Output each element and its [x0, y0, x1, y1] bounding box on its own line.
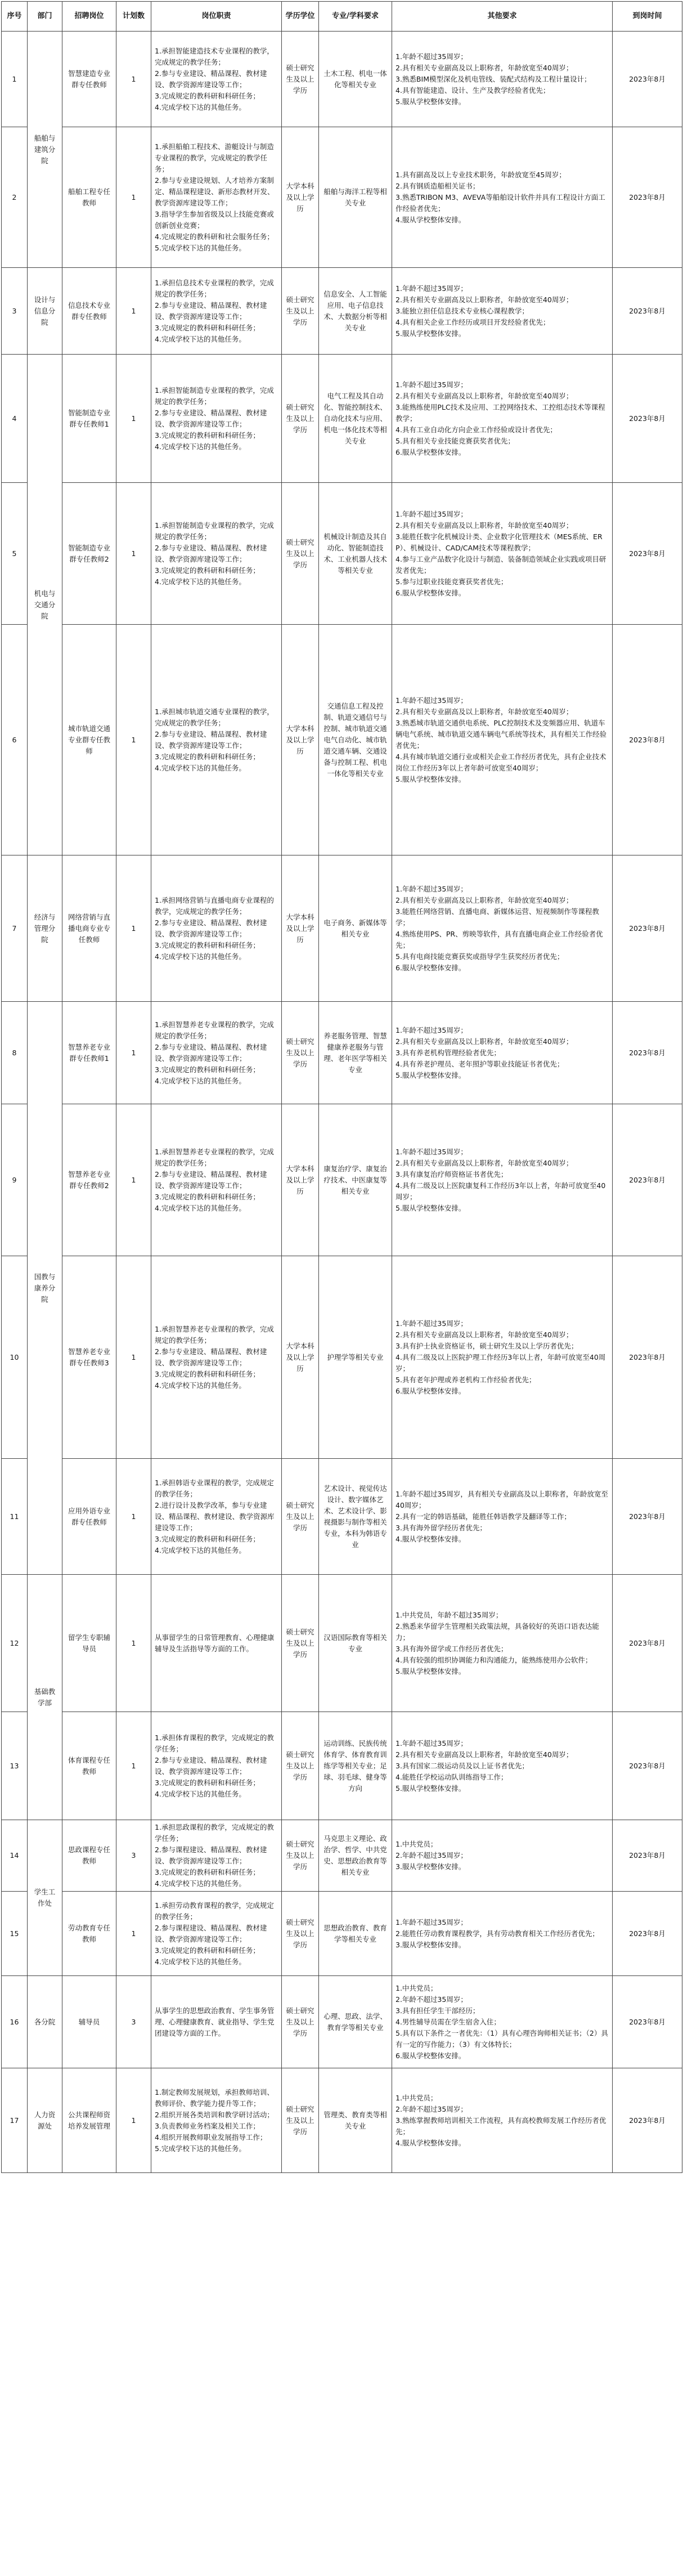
table-row: [2, 355, 682, 483]
table-row: [2, 1892, 682, 1976]
table-row: [2, 2068, 682, 2173]
cell-degree: 硕士研究生及以上学历: [282, 355, 319, 483]
cell-time: 2023年8月: [613, 1892, 682, 1976]
cell-no: 16: [2, 1976, 28, 2068]
cell-count: 1: [116, 32, 151, 127]
cell-degree: 硕士研究生及以上学历: [282, 1976, 319, 2068]
cell-other: 1.年龄不超过35周岁； 2.具有相关专业副高及以上职称者，年龄放宽至40周岁； 3.熟悉BIM模型深化及机电管线、装配式结构及工程计量设计； 4.具有智能建造、设计、生产及教学经验者优先； 5.服从学校整体安排。: [392, 32, 613, 127]
cell-duties: 1.承担智能建造技术专业课程的教学，完成规定的教学任务； 2.参与专业建设、精品课程、教材建设、教学资源库建设等工作； 3.完成规定的教科研和科研任务； 4.完成学校下达的其他任务。: [151, 32, 282, 127]
table-header-row: [2, 2, 682, 32]
cell-time: 2023年8月: [613, 1575, 682, 1712]
cell-major: 信息安全、人工智能应用、电子信息技术、大数据分析等相关专业: [319, 268, 392, 355]
cell-time: 2023年8月: [613, 1976, 682, 2068]
cell-no: 15: [2, 1892, 28, 1976]
cell-other: 1.年龄不超过35周岁； 2.具有相关专业副高及以上职称者，年龄放宽至40周岁； 3.能胜任网络营销、直播电商、新媒体运营、短视频制作等课程教学； 4.熟练使用PS、PR、剪映等软件，具有直播电商企业工作经验者优先； 5.具有电商技能竞赛获奖或指导学生获奖经历者优先； 6.服从学校整体安排。: [392, 855, 613, 1002]
cell-degree: 硕士研究生及以上学历: [282, 1892, 319, 1976]
cell-dept: 各分院: [28, 1976, 62, 2068]
header-duties: 岗位职责: [151, 2, 282, 32]
recruitment-table: [1, 1, 682, 2173]
cell-duties: 1.承担城市轨道交通专业课程的教学，完成规定的教学任务； 2.参与专业建设、精品课程、教材建设、教学资源库建设等工作； 3.完成规定的教科研和科研任务； 4.完成学校下达的其他任务。: [151, 625, 282, 855]
table-row: [2, 1820, 682, 1892]
cell-no: 2: [2, 127, 28, 268]
cell-count: 3: [116, 1976, 151, 2068]
cell-major: 康复治疗学、康复治疗技术、中医康复等相关专业: [319, 1104, 392, 1256]
cell-no: 8: [2, 1002, 28, 1104]
cell-duties: 1.承担网络营销与直播电商专业课程的教学，完成规定的教学任务； 2.参与专业建设、精品课程、教材建设、教学资源库建设等工作； 3.完成规定的教科研和科研任务； 4.完成学校下达的其他任务。: [151, 855, 282, 1002]
table-row: [2, 127, 682, 268]
table-row: [2, 1712, 682, 1820]
cell-duties: 1.承担思政课程的教学，完成规定的教学任务； 2.参与课程建设、精品课程、教材建设、教学资源库建设等工作； 3.完成规定的教科研和科研任务； 4.完成学校下达的其他任务。: [151, 1820, 282, 1892]
cell-other: 1.年龄不超过35周岁； 2.能胜任劳动教育课程教学，具有劳动教育相关工作经历者优先； 3.服从学校整体安排。: [392, 1892, 613, 1976]
cell-count: 1: [116, 268, 151, 355]
cell-count: 1: [116, 1104, 151, 1256]
cell-time: 2023年8月: [613, 355, 682, 483]
cell-no: 17: [2, 2068, 28, 2173]
cell-post: 体育课程专任教师: [62, 1712, 116, 1820]
cell-degree: 大学本科及以上学历: [282, 1104, 319, 1256]
cell-duties: 1.承担劳动教育课程的教学，完成规定的教学任务； 2.参与课程建设、精品课程、教材建设、教学资源库建设等工作； 3.完成规定的教科研和科研任务； 4.完成学校下达的其他任务。: [151, 1892, 282, 1976]
header-major: 专业/学科要求: [319, 2, 392, 32]
table-row: [2, 1104, 682, 1256]
cell-degree: 大学本科及以上学历: [282, 1256, 319, 1459]
cell-degree: 硕士研究生及以上学历: [282, 1575, 319, 1712]
cell-major: 电气工程及其自动化、智能控制技术、自动化技术与应用、机电一体化技术等相关专业: [319, 355, 392, 483]
cell-dept: 设计与信息分院: [28, 268, 62, 355]
cell-duties: 1.承担信息技术专业课程的教学，完成规定的教学任务； 2.参与专业建设、精品课程、教材建设、教学资源库建设等工作； 3.完成规定的教科研和科研任务； 4.完成学校下达的其他任务。: [151, 268, 282, 355]
cell-duties: 1.制定教师发展规划，承担教师培训、教师评价、教学能力提升等工作； 2.组织开展各类培训和教学研讨活动； 3.负责教师业务档案及相关工作； 4.组织开展教师职业发展指导工作； 5.完成学校下达的其他任务。: [151, 2068, 282, 2173]
cell-post: 劳动教育专任教师: [62, 1892, 116, 1976]
cell-no: 5: [2, 483, 28, 625]
cell-duties: 1.承担体育课程的教学，完成规定的教学任务； 2.参与专业建设、精品课程、教材建设、教学资源库建设等工作； 3.完成规定的教科研和科研任务； 4.完成学校下达的其他任务。: [151, 1712, 282, 1820]
cell-count: 1: [116, 1712, 151, 1820]
cell-major: 养老服务管理、智慧健康养老服务与管理、老年医学等相关专业: [319, 1002, 392, 1104]
cell-major: 土木工程、机电一体化等相关专业: [319, 32, 392, 127]
cell-no: 9: [2, 1104, 28, 1256]
cell-time: 2023年8月: [613, 483, 682, 625]
cell-post: 应用外语专业群专任教师: [62, 1459, 116, 1575]
cell-major: 艺术设计、视觉传达设计、数字媒体艺术、艺术设计学、影视摄影与制作等相关专业，本科为韩语专业: [319, 1459, 392, 1575]
cell-count: 1: [116, 1892, 151, 1976]
cell-duties: 1.承担智慧养老专业课程的教学，完成规定的教学任务； 2.参与专业建设、精品课程、教材建设、教学资源库建设等工作； 3.完成规定的教科研和科研任务； 4.完成学校下达的其他任务。: [151, 1002, 282, 1104]
cell-no: 12: [2, 1575, 28, 1712]
cell-degree: 硕士研究生及以上学历: [282, 483, 319, 625]
cell-other: 1.年龄不超过35周岁； 2.具有相关专业副高及以上职称者，年龄放宽至40周岁； 3.熟悉城市轨道交通供电系统、PLC控制技术及变频器应用、轨道车辆电气系统、城市轨道交通车辆电气系统等技术，具有相关工作经验者优先； 4.具有城市轨道交通行业或相关企业工作经历者优先，具有企业技术岗位工作经历3年以上者年龄可放宽至40周岁； 5.服从学校整体安排。: [392, 625, 613, 855]
cell-post: 智慧养老专业群专任教师2: [62, 1104, 116, 1256]
header-post: 招聘岗位: [62, 2, 116, 32]
cell-count: 1: [116, 1002, 151, 1104]
cell-degree: 硕士研究生及以上学历: [282, 1820, 319, 1892]
table-row: [2, 1459, 682, 1575]
cell-major: 汉语国际教育等相关专业: [319, 1575, 392, 1712]
cell-time: 2023年8月: [613, 1002, 682, 1104]
cell-other: 1.年龄不超过35周岁； 2.具有相关专业副高及以上职称者，年龄放宽至40周岁； 3.能胜任数字化机械设计类、企业数字化管理技术（MES系统、ERP）、机械设计、CAD/CAM技术等课程教学； 4.参与工业产品数字化设计与制造、装备制造领域企业实践或项目研发者优先； 5.参与过职业技能竞赛获奖者优先； 6.服从学校整体安排。: [392, 483, 613, 625]
cell-major: 船舶与海洋工程等相关专业: [319, 127, 392, 268]
cell-no: 4: [2, 355, 28, 483]
cell-other: 1.中共党员； 2.年龄不超过35周岁； 3.具有担任学生干部经历； 4.男性辅导员需在学生宿舍入住； 5.具有以下条件之一者优先：（1）具有心理咨询师相关证书；（2）具有一定的写作能力；（3）有文体特长； 6.服从学校整体安排。: [392, 1976, 613, 2068]
cell-post: 城市轨道交通专业群专任教师: [62, 625, 116, 855]
cell-dept: 学生工作处: [28, 1820, 62, 1976]
cell-duties: 1.承担智能制造专业课程的教学，完成规定的教学任务； 2.参与专业建设、精品课程、教材建设、教学资源库建设等工作； 3.完成规定的教科研和科研任务； 4.完成学校下达的其他任务。: [151, 355, 282, 483]
cell-post: 船舶工程专任教师: [62, 127, 116, 268]
cell-other: 1.年龄不超过35周岁； 2.具有相关专业副高及以上职称者，年龄放宽至40周岁； 3.能熟练使用PLC技术及应用、工控网络技术、工控组态技术等课程教学； 4.具有工业自动化方向企业工作经验或设计者优先； 5.具有相关专业技能竞赛获奖者优先； 6.服从学校整体安排。: [392, 355, 613, 483]
cell-no: 11: [2, 1459, 28, 1575]
cell-time: 2023年8月: [613, 855, 682, 1002]
cell-duties: 1.承担智慧养老专业课程的教学，完成规定的教学任务； 2.参与专业建设、精品课程、教材建设、教学资源库建设等工作； 3.完成规定的教科研和科研任务； 4.完成学校下达的其他任务。: [151, 1256, 282, 1459]
cell-degree: 大学本科及以上学历: [282, 625, 319, 855]
cell-other: 1.具有副高及以上专业技术职务，年龄放宽至45周岁； 2.具有钢质造船相关证书； 3.熟悉TRIBON M3、AVEVA等船舶设计软件并具有工程设计方面工作经验者优先； 4.服从学校整体安排。: [392, 127, 613, 268]
cell-post: 智能制造专业群专任教师2: [62, 483, 116, 625]
cell-post: 智慧养老专业群专任教师3: [62, 1256, 116, 1459]
header-no: 序号: [2, 2, 28, 32]
cell-post: 留学生专职辅导员: [62, 1575, 116, 1712]
cell-major: 电子商务、新媒体等相关专业: [319, 855, 392, 1002]
cell-duties: 从事学生的思想政治教育、学生事务管理、心理健康教育、就业指导、学生党团建设等方面的工作。: [151, 1976, 282, 2068]
table-row: [2, 625, 682, 855]
cell-dept: 基础教学部: [28, 1575, 62, 1820]
cell-other: 1.年龄不超过35周岁； 2.具有相关专业副高及以上职称者，年龄放宽至40周岁； 3.具有护士执业资格证书，硕士研究生及以上学历者优先； 4.具有二级及以上医院护理工作经历3年以上者，年龄可放宽至40周岁； 5.具有老年护理或养老机构工作经验者优先； 6.服从学校整体安排。: [392, 1256, 613, 1459]
cell-duties: 1.承担韩语专业课程的教学，完成规定的教学任务； 2.进行设计及教学改革，参与专业建设、精品课程、教材建设、教学资源库建设等工作； 3.完成规定的教科研和科研任务； 4.完成学校下达的其他任务。: [151, 1459, 282, 1575]
cell-major: 机械设计制造及其自动化、智能制造技术、工业机器人技术等相关专业: [319, 483, 392, 625]
cell-count: 1: [116, 855, 151, 1002]
cell-major: 护理学等相关专业: [319, 1256, 392, 1459]
cell-degree: 硕士研究生及以上学历: [282, 1002, 319, 1104]
cell-major: 马克思主义理论、政治学、哲学、中共党史、思想政治教育等相关专业: [319, 1820, 392, 1892]
table-row: [2, 268, 682, 355]
cell-dept: 国教与康养分院: [28, 1002, 62, 1575]
cell-dept: 机电与交通分院: [28, 355, 62, 855]
table-row: [2, 32, 682, 127]
cell-time: 2023年8月: [613, 625, 682, 855]
cell-count: 1: [116, 1459, 151, 1575]
cell-other: 1.中共党员，年龄不超过35周岁； 2.熟悉来华留学生管理相关政策法规，具备较好的英语口语表达能力； 3.具有海外留学或工作经历者优先； 4.具有较强的组织协调能力和沟通能力，能熟练使用办公软件； 5.服从学校整体安排。: [392, 1575, 613, 1712]
cell-count: 1: [116, 483, 151, 625]
cell-no: 3: [2, 268, 28, 355]
cell-post: 辅导员: [62, 1976, 116, 2068]
header-degree: 学历学位: [282, 2, 319, 32]
cell-other: 1.中共党员； 2.年龄不超过35周岁； 3.熟练掌握教师培训相关工作流程，具有高校教师发展工作经历者优先； 4.服从学校整体安排。: [392, 2068, 613, 2173]
cell-degree: 硕士研究生及以上学历: [282, 1712, 319, 1820]
cell-time: 2023年8月: [613, 1459, 682, 1575]
cell-degree: 硕士研究生及以上学历: [282, 268, 319, 355]
table-row: [2, 1575, 682, 1712]
cell-major: 运动训练、民族传统体育学、体育教育训练学等相关专业；足球、羽毛球、健身等方向: [319, 1712, 392, 1820]
cell-degree: 大学本科及以上学历: [282, 855, 319, 1002]
table-row: [2, 1002, 682, 1104]
cell-time: 2023年8月: [613, 127, 682, 268]
cell-time: 2023年8月: [613, 268, 682, 355]
cell-other: 1.年龄不超过35周岁； 2.具有相关专业副高及以上职称者，年龄放宽至40周岁； 3.具有国家二级运动员及以上证书者优先； 4.能胜任学校运动队训练指导工作； 5.服从学校整体安排。: [392, 1712, 613, 1820]
table-row: [2, 483, 682, 625]
header-dept: 部门: [28, 2, 62, 32]
table-body: [2, 32, 682, 2173]
cell-dept: 船舶与建筑分院: [28, 32, 62, 268]
cell-other: 1.年龄不超过35周岁； 2.具有相关专业副高及以上职称者，年龄放宽至40周岁； 3.具有康复治疗师资格证书者优先； 4.具有二级及以上医院康复科工作经历3年以上者，年龄可放宽至40周岁； 5.服从学校整体安排。: [392, 1104, 613, 1256]
cell-no: 7: [2, 855, 28, 1002]
header-time: 到岗时间: [613, 2, 682, 32]
cell-count: 1: [116, 1575, 151, 1712]
cell-no: 14: [2, 1820, 28, 1892]
table-row: [2, 1976, 682, 2068]
cell-degree: 硕士研究生及以上学历: [282, 2068, 319, 2173]
cell-duties: 1.承担智慧养老专业课程的教学，完成规定的教学任务； 2.参与专业建设、精品课程、教材建设、教学资源库建设等工作； 3.完成规定的教科研和科研任务； 4.完成学校下达的其他任务。: [151, 1104, 282, 1256]
table-row: [2, 855, 682, 1002]
header-count: 计划数: [116, 2, 151, 32]
cell-no: 13: [2, 1712, 28, 1820]
cell-no: 6: [2, 625, 28, 855]
cell-post: 智慧养老专业群专任教师1: [62, 1002, 116, 1104]
cell-count: 1: [116, 127, 151, 268]
cell-dept: 经济与管理分院: [28, 855, 62, 1002]
cell-time: 2023年8月: [613, 32, 682, 127]
cell-degree: 大学本科及以上学历: [282, 127, 319, 268]
cell-other: 1.中共党员； 2.年龄不超过35周岁； 3.服从学校整体安排。: [392, 1820, 613, 1892]
header-other: 其他要求: [392, 2, 613, 32]
cell-degree: 硕士研究生及以上学历: [282, 32, 319, 127]
cell-time: 2023年8月: [613, 1820, 682, 1892]
cell-major: 思想政治教育、教育学等相关专业: [319, 1892, 392, 1976]
cell-count: 1: [116, 2068, 151, 2173]
cell-dept: 人力资源处: [28, 2068, 62, 2173]
cell-count: 1: [116, 625, 151, 855]
cell-time: 2023年8月: [613, 1256, 682, 1459]
cell-time: 2023年8月: [613, 1712, 682, 1820]
cell-post: 智慧建造专业群专任教师: [62, 32, 116, 127]
cell-other: 1.年龄不超过35周岁； 2.具有相关专业副高及以上职称者，年龄放宽至40周岁； 3.能独立担任信息技术专业核心课程教学； 4.具有相关企业工作经历或项目开发经验者优先； 5.服从学校整体安排。: [392, 268, 613, 355]
cell-post: 信息技术专业群专任教师: [62, 268, 116, 355]
cell-major: 管理类、教育类等相关专业: [319, 2068, 392, 2173]
cell-post: 智能制造专业群专任教师1: [62, 355, 116, 483]
cell-degree: 硕士研究生及以上学历: [282, 1459, 319, 1575]
cell-major: 心理、思政、法学、教育学等相关专业: [319, 1976, 392, 2068]
cell-post: 公共课程师资培养发展管理: [62, 2068, 116, 2173]
cell-other: 1.年龄不超过35周岁； 2.具有相关专业副高及以上职称者，年龄放宽至40周岁； 3.具有养老机构管理经验者优先； 4.具有养老护理员、老年照护等职业技能证书者优先； 5.服从学校整体安排。: [392, 1002, 613, 1104]
cell-time: 2023年8月: [613, 2068, 682, 2173]
cell-no: 10: [2, 1256, 28, 1459]
cell-duties: 从事留学生的日常管理教育、心理健康辅导及生活指导等方面的工作。: [151, 1575, 282, 1712]
cell-count: 1: [116, 1256, 151, 1459]
cell-other: 1.年龄不超过35周岁，具有相关专业副高及以上职称者，年龄放宽至40周岁； 2.具有一定的韩语基础，能胜任韩语教学及翻译等工作； 3.具有海外留学经历者优先； 4.服从学校整体安排。: [392, 1459, 613, 1575]
cell-duties: 1.承担船舶工程技术、游艇设计与制造专业课程的教学，完成规定的教学任务； 2.参与专业建设规划、人才培养方案制定、精品课程建设、新形态教材开发、教学资源库建设等工作； 3.指导学生参加省级及以上技能竞赛或创新创业竞赛； 4.完成规定的教科研和社会服务任务； 5.完成学校下达的其他任务。: [151, 127, 282, 268]
cell-duties: 1.承担智能制造专业课程的教学，完成规定的教学任务； 2.参与专业建设、精品课程、教材建设、教学资源库建设等工作； 3.完成规定的教科研和科研任务； 4.完成学校下达的其他任务。: [151, 483, 282, 625]
cell-no: 1: [2, 32, 28, 127]
cell-count: 1: [116, 355, 151, 483]
cell-post: 思政课程专任教师: [62, 1820, 116, 1892]
table-row: [2, 1256, 682, 1459]
cell-major: 交通信息工程及控制、轨道交通信号与控制、城市轨道交通电气自动化、城市轨道交通车辆、交通设备与控制工程、机电一体化等相关专业: [319, 625, 392, 855]
cell-post: 网络营销与直播电商专业专任教师: [62, 855, 116, 1002]
cell-count: 3: [116, 1820, 151, 1892]
cell-time: 2023年8月: [613, 1104, 682, 1256]
